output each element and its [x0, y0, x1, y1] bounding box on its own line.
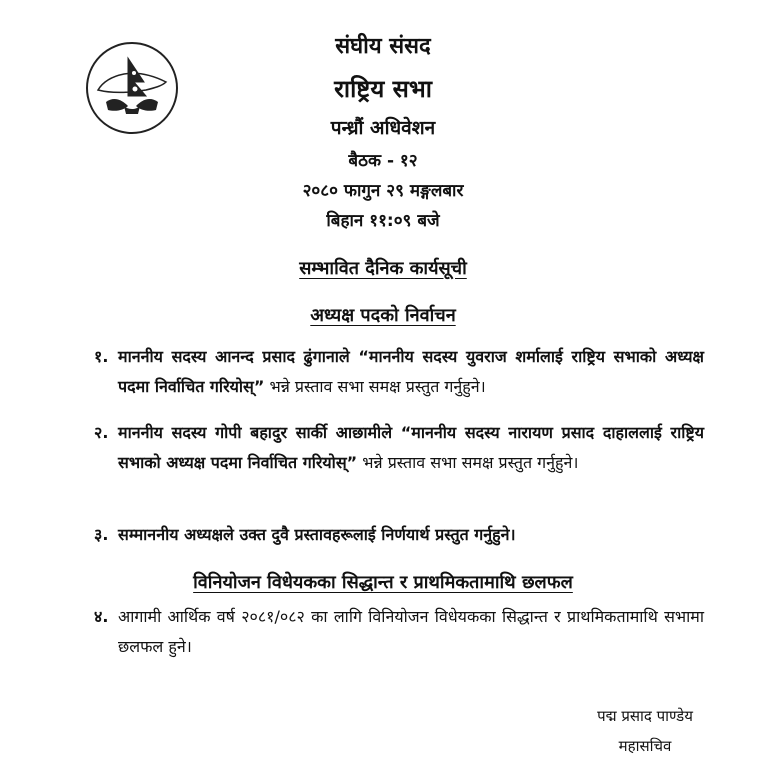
header-session: पन्ध्रौं अधिवेशन [330, 117, 436, 139]
agenda-item-number: १. [94, 347, 109, 366]
agenda-item-number: ४. [94, 607, 109, 626]
parliament-emblem-icon [84, 40, 180, 136]
agenda-item [94, 342, 704, 402]
agenda-item-plain-text: आगामी आर्थिक वर्ष २०८१/०८२ का लागि विनियोजन विधेयकका सिद्धान्त र प्राथमिकतामाथि सभामा छलफल हुने। [118, 607, 704, 656]
signatory-title: महासचिव [618, 737, 672, 755]
agenda-item-bold-text: सम्माननीय अध्यक्षले उक्त दुवै प्रस्तावहरूलाई निर्णयार्थ प्रस्तुत गर्नुहुने। [118, 525, 516, 544]
agenda-item-plain-text: भन्ने प्रस्ताव सभा समक्ष प्रस्तुत गर्नुहुने। [357, 453, 579, 472]
parliament-emblem-logo [84, 40, 180, 136]
header-date: २०८० फागुन २९ मङ्गलबार [302, 181, 464, 201]
agenda-item-bold-text: माननीय सदस्य आनन्द प्रसाद ढुंगानाले “माननीय सदस्य युवराज शर्मालाई राष्ट्रिय सभाको अध्यक्ष पदमा निर्वाचित गरियोस्” [118, 347, 704, 396]
agenda-title: सम्भावित दैनिक कार्यसूची [299, 258, 467, 279]
agenda-item-number: ३. [94, 525, 109, 544]
signatory-name: पद्म प्रसाद पाण्डेय [597, 707, 693, 725]
agenda-item-plain-text: भन्ने प्रस्ताव सभा समक्ष प्रस्तुत गर्नुहुने। [264, 377, 486, 396]
agenda-item-text [118, 602, 704, 662]
header-meeting-number: बैठक - १२ [348, 151, 418, 171]
agenda-item [94, 520, 704, 550]
agenda-item-text [118, 520, 704, 550]
appropriation-section-title: विनियोजन विधेयकका सिद्धान्त र प्राथमिकतामाथि छलफल [193, 572, 573, 593]
agenda-item-bold-text: माननीय सदस्य गोपी बहादुर सार्की आछामीले “माननीय सदस्य नारायण प्रसाद दाहाललाई राष्ट्रिय सभाको अध्यक्ष पदमा निर्वाचित गरियोस्” [118, 423, 704, 472]
election-section-title: अध्यक्ष पदको निर्वाचन [310, 305, 456, 326]
agenda-item-number: २. [94, 423, 109, 442]
header-federal-parliament: संघीय संसद [335, 34, 431, 59]
agenda-item-text [118, 418, 704, 478]
agenda-item-text [118, 342, 704, 402]
agenda-item [94, 418, 704, 478]
header-national-assembly: राष्ट्रिय सभा [334, 75, 432, 103]
agenda-item [94, 602, 704, 662]
header-time: बिहान ११:०९ बजे [326, 211, 440, 231]
